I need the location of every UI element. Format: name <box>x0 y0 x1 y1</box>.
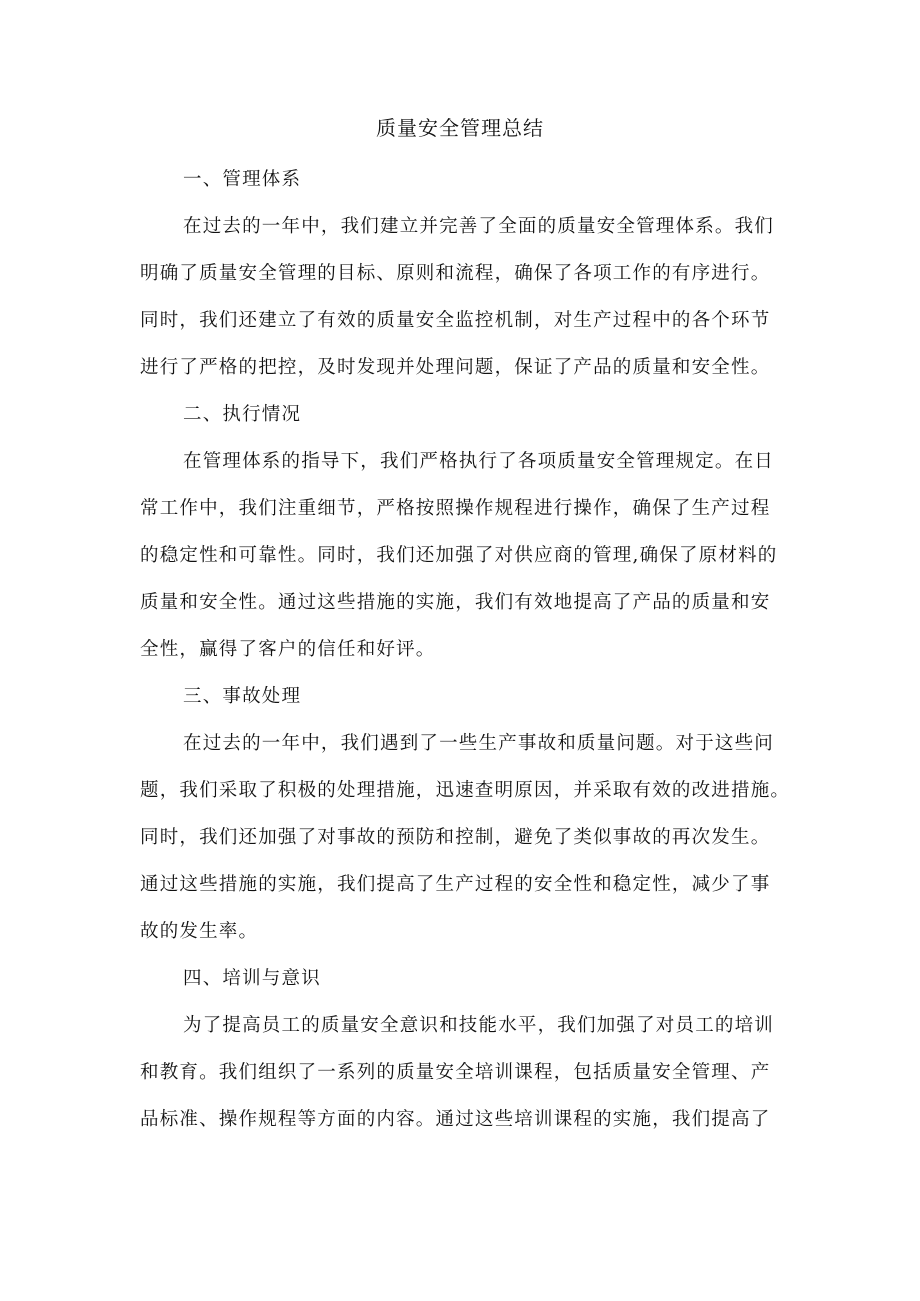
section-heading: 二、执行情况 <box>183 404 302 425</box>
paragraph-line: 同时，我们还建立了有效的质量安全监控机制，对生产过程中的各个环节 <box>140 310 771 331</box>
paragraph-line: 同时，我们还加强了对事故的预防和控制，避免了类似事故的再次发生。 <box>140 827 771 848</box>
paragraph-line: 在过去的一年中，我们建立并完善了全面的质量安全管理体系。我们 <box>183 216 775 237</box>
paragraph-line: 明确了质量安全管理的目标、原则和流程，确保了各项工作的有序进行。 <box>140 263 771 284</box>
paragraph-line: 为了提高员工的质量安全意识和技能水平，我们加强了对员工的培训 <box>183 1015 775 1036</box>
section-heading: 四、培训与意识 <box>183 968 321 989</box>
paragraph-line: 通过这些措施的实施，我们提高了生产过程的安全性和稳定性，减少了事 <box>140 874 771 895</box>
document-body <box>140 156 790 1143</box>
paragraph-line: 和教育。我们组织了一系列的质量安全培训课程，包括质量安全管理、产 <box>140 1062 771 1083</box>
paragraph-line: 全性，赢得了客户的信任和好评。 <box>140 639 436 660</box>
section-heading: 一、管理体系 <box>183 169 302 190</box>
paragraph-line: 在管理体系的指导下，我们严格执行了各项质量安全管理规定。在日 <box>183 451 775 472</box>
paragraph-line: 进行了严格的把控，及时发现并处理问题，保证了产品的质量和安全性。 <box>140 357 771 378</box>
section-heading: 三、事故处理 <box>183 686 302 707</box>
paragraph-line: 题，我们采取了积极的处理措施，迅速查明原因，并采取有效的改进措施。 <box>140 780 791 801</box>
paragraph-line: 质量和安全性。通过这些措施的实施，我们有效地提高了产品的质量和安 <box>140 592 771 613</box>
paragraph-line: 品标准、操作规程等方面的内容。通过这些培训课程的实施，我们提高了 <box>140 1109 771 1130</box>
paragraph-line: 常工作中，我们注重细节，严格按照操作规程进行操作，确保了生产过程 <box>140 498 771 519</box>
paragraph-line: 的稳定性和可靠性。同时，我们还加强了对供应商的管理,确保了原材料的 <box>140 545 778 566</box>
paragraph-line: 在过去的一年中，我们遇到了一些生产事故和质量问题。对于这些问 <box>183 733 775 754</box>
document-title: 质量安全管理总结 <box>376 116 544 140</box>
paragraph-line: 故的发生率。 <box>140 921 259 942</box>
